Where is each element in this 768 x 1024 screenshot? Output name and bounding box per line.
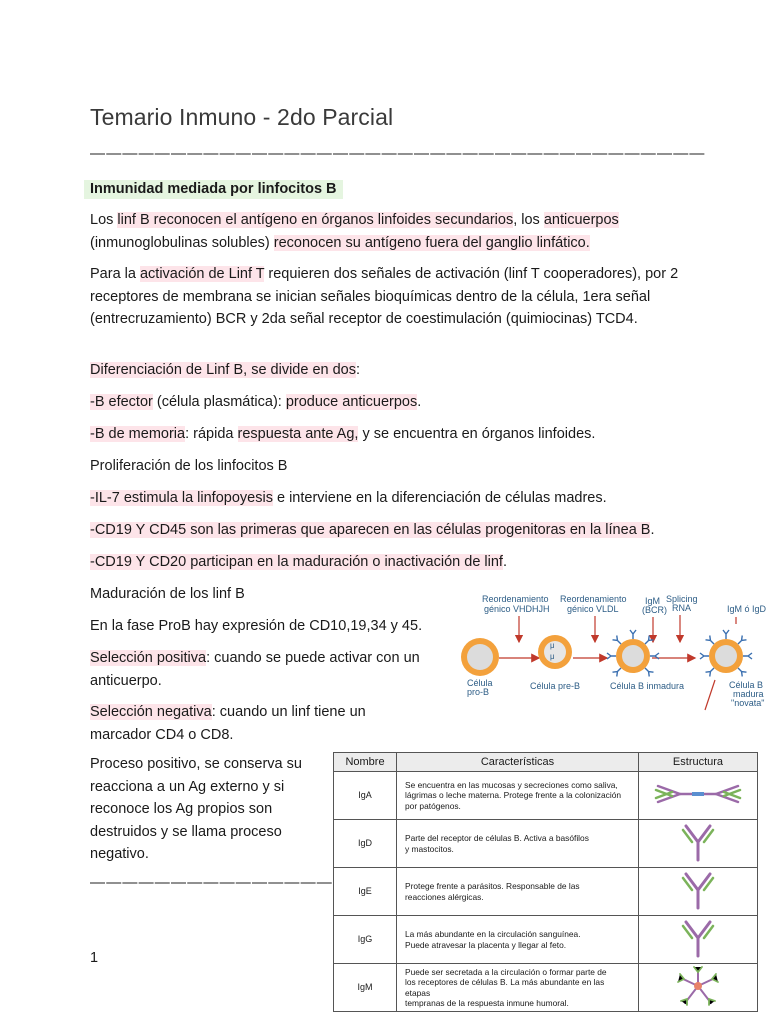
- header-characteristics: Características: [397, 753, 639, 772]
- cell-label-4a: Célula B: [729, 680, 764, 690]
- ig-name: IgM: [334, 964, 397, 1012]
- paragraph-11: En la fase ProB hay expresión de CD10,19,34 y 45.: [90, 618, 423, 634]
- paragraph-2: Para la activación de Linf T requieren dos señales de activación (linf T cooperadores), por 2 receptores de membrana se inician señales bioquímicas dentro de la célula, 1era señal (entrecruzamiento) BCR y 2da señal receptor de coestimulación (quimiocinas) TCD4.: [90, 266, 679, 327]
- ig-structure: [639, 916, 758, 964]
- ig-description: Puede ser secretada a la circulación o formar parte de los receptores de células B. La más abundante en las etapas tempranas de la respuesta inmune humoral.: [397, 964, 639, 1012]
- ig-name: IgG: [334, 916, 397, 964]
- step-label-3b: (BCR): [642, 605, 667, 615]
- paragraph-13: Selección negativa: cuando un linf tiene un marcador CD4 o CD8.: [90, 704, 366, 743]
- paragraph-6: Proliferación de los linfocitos B: [90, 458, 288, 474]
- step-label-4a: Splicing: [666, 594, 698, 604]
- step-label-1a: Reordenamiento: [482, 594, 549, 604]
- ig-name: IgE: [334, 868, 397, 916]
- igd-monomer-icon: [678, 822, 718, 862]
- igm-pentamer-icon: [675, 965, 721, 1007]
- step-label-4b: RNA: [672, 603, 692, 613]
- mu-label-2: μ: [550, 652, 555, 661]
- section-heading: Inmunidad mediada por linfocitos B: [84, 180, 343, 199]
- step-label-2a: Reordenamiento: [560, 594, 627, 604]
- paragraph-4: -B efector (célula plasmática): produce anticuerpos.: [90, 394, 422, 410]
- divider-long: ——————————————————————————————————————: [90, 145, 706, 162]
- table-header-row: [334, 753, 758, 772]
- paragraph-14: Proceso positivo, se conserva su reacciona a un Ag externo y si reconoce los Ag propios son destruidos y se llama proceso negativo.: [90, 756, 302, 862]
- paragraph-8: -CD19 Y CD45 son las primeras que aparecen en las células progenitoras en la línea B.: [90, 522, 655, 538]
- ig-table-clip: [333, 752, 768, 1008]
- paragraph-9: -CD19 Y CD20 participan en la maduración o inactivación de linf.: [90, 554, 507, 570]
- ig-name: IgA: [334, 772, 397, 820]
- page-title: Temario Inmuno - 2do Parcial: [90, 104, 394, 130]
- step-label-3a: IgM: [645, 596, 661, 606]
- table-row-igg: [334, 916, 758, 964]
- cell-label-1b: pro-B: [467, 687, 490, 697]
- mu-label-1: μ: [550, 641, 555, 650]
- cell-label-4c: "novata": [731, 698, 765, 708]
- header-structure: Estructura: [639, 753, 758, 772]
- paragraph-3: Diferenciación de Linf B, se divide en dos:: [90, 362, 361, 378]
- step-label-5: IgM ó IgD: [727, 604, 767, 614]
- table-row-igm: [334, 964, 758, 1012]
- cell-pre-b: [538, 635, 572, 669]
- step-label-2b: génico VLDL: [567, 604, 619, 614]
- table-row-iga: [334, 772, 758, 820]
- ig-structure: [639, 868, 758, 916]
- ig-description: Se encuentra en las mucosas y secreciones como saliva, lágrimas o leche materna. Protege frente a la colonización por patógenos.: [397, 772, 639, 820]
- cell-label-2: Célula pre-B: [530, 681, 581, 691]
- mature-output-arrow: [705, 680, 715, 710]
- table-row-igd: [334, 820, 758, 868]
- cell-pro-b: [461, 638, 499, 676]
- b-cell-maturation-diagram: [455, 590, 768, 710]
- igg-monomer-icon: [678, 918, 718, 958]
- ig-description: Protege frente a parásitos. Responsable de las reacciones alérgicas.: [397, 868, 639, 916]
- header-name: Nombre: [334, 753, 397, 772]
- table-row-ige: [334, 868, 758, 916]
- ig-structure: [639, 964, 758, 1012]
- ig-structure: [639, 820, 758, 868]
- cell-label-3: Célula B inmadura: [610, 681, 685, 691]
- ig-description: Parte del receptor de células B. Activa a basófilos y mastocitos.: [397, 820, 639, 868]
- ig-structure: [639, 772, 758, 820]
- immunoglobulin-table: [333, 752, 758, 1012]
- paragraph-1: Los linf B reconocen el antígeno en órganos linfoides secundarios, los anticuerpos (inmunoglobulinas solubles) reconocen su antígeno fuera del ganglio linfático.: [90, 212, 619, 251]
- paragraph-12: Selección positiva: cuando se puede activar con un anticuerpo.: [90, 650, 420, 689]
- ig-description: La más abundante en la circulación sanguínea. Puede atravesar la placenta y llegar al feto.: [397, 916, 639, 964]
- ige-monomer-icon: [678, 870, 718, 910]
- cell-label-1a: Célula: [467, 678, 493, 688]
- cell-label-4b: madura: [733, 689, 764, 699]
- step-label-1b: génico VHDHJH: [484, 604, 550, 614]
- cell-immature-b: [607, 630, 659, 676]
- ig-name: IgD: [334, 820, 397, 868]
- page-number: 1: [90, 950, 99, 966]
- cell-mature-b: [700, 630, 752, 676]
- divider-short: ———————————————: [90, 874, 333, 891]
- iga-dimer-icon: [648, 776, 748, 812]
- paragraph-10: Maduración de los linf B: [90, 586, 245, 602]
- paragraph-5: -B de memoria: rápida respuesta ante Ag, y se encuentra en órganos linfoides.: [90, 426, 596, 442]
- paragraph-7: -IL-7 estimula la linfopoyesis e interviene en la diferenciación de células madres.: [90, 490, 607, 506]
